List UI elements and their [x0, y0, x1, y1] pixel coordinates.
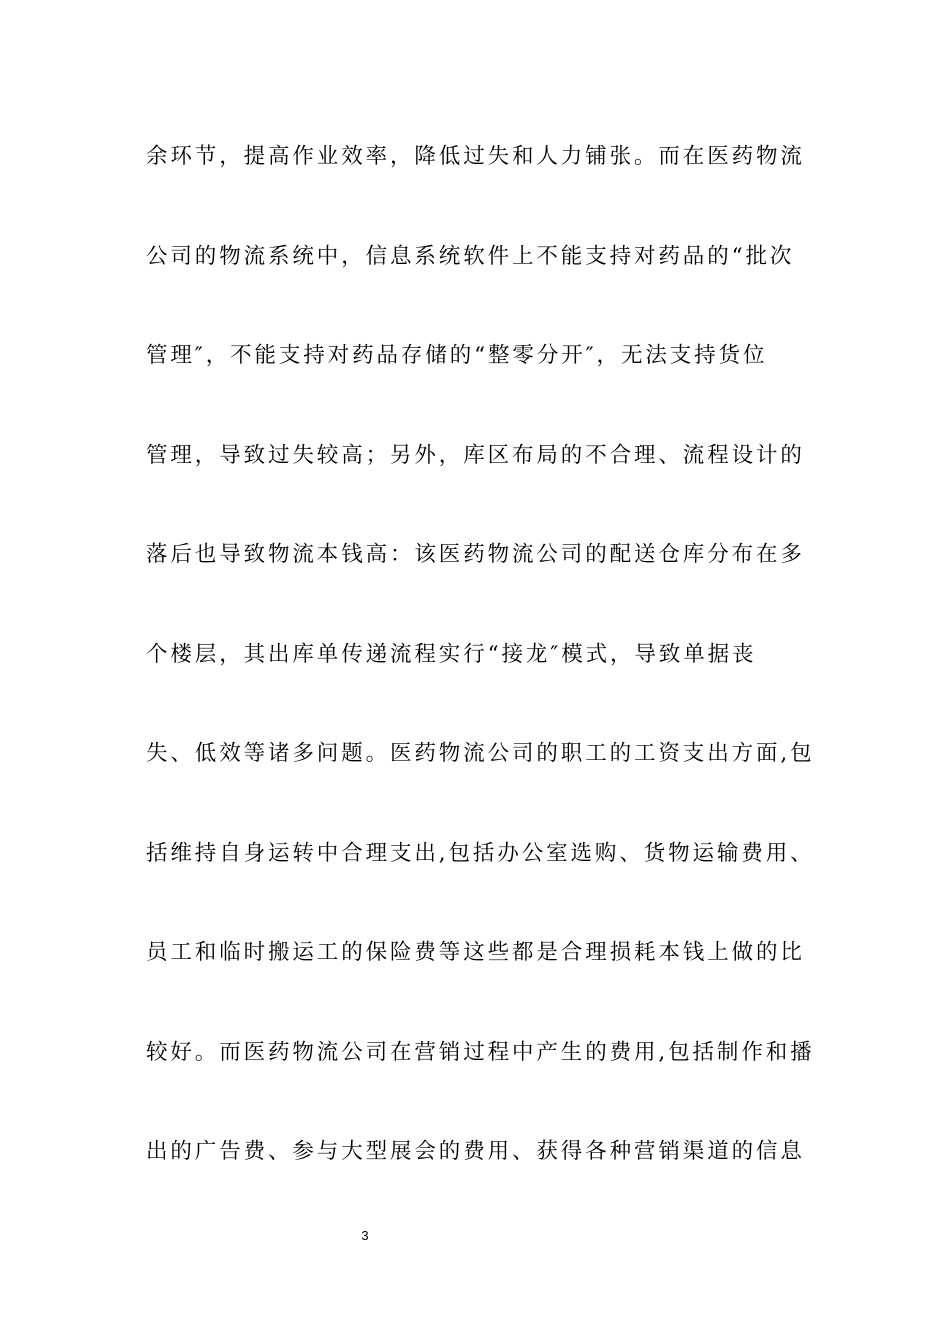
page-number: 3 — [361, 1228, 369, 1243]
text-line: 管理″，不能支持对药品存储的“整零分开″，无法支持货位 — [146, 343, 768, 368]
text-line: 较好。而医药物流公司在营销过程中产生的费用,包括制作和播 — [146, 1039, 815, 1065]
text-line: 管理，导致过失较高；另外，库区布局的不合理、流程设计的 — [146, 442, 805, 468]
text-line: 出的广告费、参与大型展会的费用、获得各种营销渠道的信息 — [146, 1139, 805, 1164]
text-line: 余环节，提高作业效率，降低过失和人力铺张。而在医药物流 — [146, 144, 805, 169]
text-line: 落后也导致物流本钱高：该医药物流公司的配送仓库分布在多 — [146, 542, 805, 567]
text-line: 员工和临时搬运工的保险费等这些都是合理损耗本钱上做的比 — [146, 940, 805, 965]
text-line: 个楼层，其出库单传递流程实行“接龙″模式，导致单据丧 — [146, 641, 757, 667]
text-line: 括维持自身运转中合理支出,包括办公室选购、货物运输费用、 — [146, 840, 815, 866]
body-text — [146, 135, 815, 1230]
text-line: 失、低效等诸多问题。医药物流公司的职工的工资支出方面,包 — [146, 741, 815, 766]
text-line: 公司的物流系统中，信息系统软件上不能支持对药品的“批次 — [146, 243, 795, 269]
